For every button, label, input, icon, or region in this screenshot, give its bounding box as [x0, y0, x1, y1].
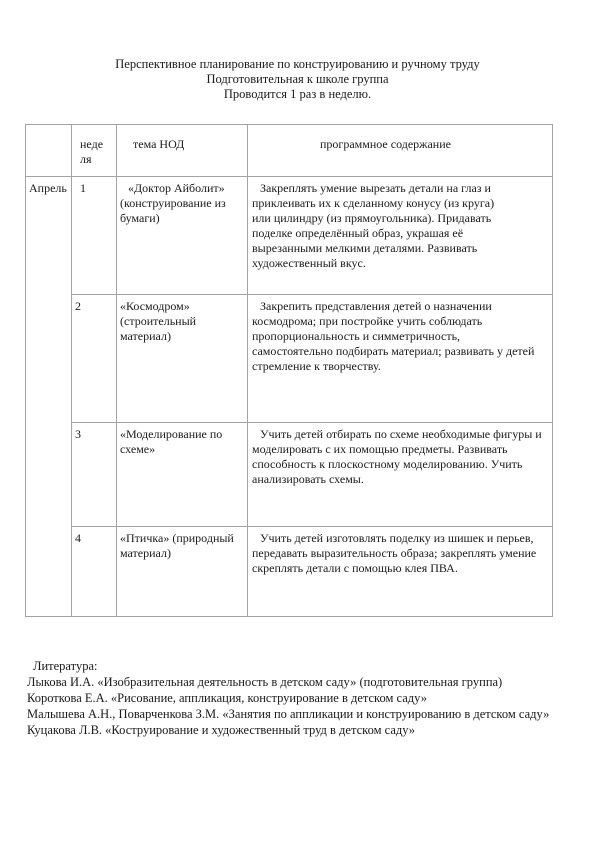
header-content: программное содержание: [320, 137, 451, 151]
topic-cell: [117, 527, 248, 617]
literature-item: Куцакова Л.В. «Коструирование и художественный труд в детском саду»: [27, 723, 416, 737]
topic-cell: [117, 295, 248, 423]
table-header-row: [26, 125, 553, 177]
table-row: [26, 177, 553, 295]
topic-text: «Доктор Айболит» (конструирование из бумаги): [120, 181, 226, 225]
week-number: 3: [75, 427, 81, 441]
content-text: Закрепить представления детей о назначении космодрома; при постройке учить соблюдать пропорциональность и симметричность, самостоятельно подбирать материал; развивать у детей стремление к творчеству.: [252, 299, 535, 373]
table-row: [26, 295, 553, 423]
content-text: Закреплять умение вырезать детали на глаз и приклеивать их к сделанному конусу (из круга) или цилиндру (из прямоугольника). Придавать поделке определённый образ, украшая её вырезанными мелкими деталями. Развивать художественный вкус.: [252, 181, 495, 270]
literature-item: Короткова Е.А. «Рисование, аппликация, конструирование в детском саду»: [27, 691, 427, 705]
content-text: Учить детей изготовлять поделку из шишек и перьев, передавать выразительность образа; закреплять умение скреплять детали с помощью клея ПВА.: [252, 531, 537, 575]
month-label: Апрель: [29, 181, 67, 195]
literature-section: [27, 658, 572, 738]
topic-cell: [117, 423, 248, 527]
week-number: 1: [80, 181, 86, 195]
literature-heading: Литература:: [33, 659, 98, 673]
topic-text: «Моделирование по схеме»: [120, 427, 223, 456]
week-cell: [72, 423, 117, 527]
header-week-cell: [72, 125, 117, 177]
week-number: 4: [75, 531, 81, 545]
title-line-2: Подготовительная к школе группа: [206, 72, 389, 86]
topic-text: «Космодром» (строительный материал): [120, 299, 197, 343]
header-topic: тема НОД: [133, 137, 185, 151]
table-row: [26, 527, 553, 617]
title-line-3: Проводится 1 раз в неделю.: [223, 87, 372, 101]
topic-cell: [117, 177, 248, 295]
content-cell: [248, 527, 553, 617]
header-week: неде ля: [80, 137, 104, 166]
content-cell: [248, 177, 553, 295]
week-number: 2: [75, 299, 81, 313]
document-title: [0, 57, 595, 102]
topic-text: «Птичка» (природный материал): [120, 531, 234, 560]
header-content-cell: [248, 125, 553, 177]
header-topic-cell: [117, 125, 248, 177]
header-month-cell: [26, 125, 72, 177]
table-row: [26, 423, 553, 527]
title-line-1: Перспективное планирование по конструированию и ручному труду: [115, 57, 480, 71]
content-cell: [248, 423, 553, 527]
month-cell: [26, 177, 72, 617]
week-cell: [72, 295, 117, 423]
week-cell: [72, 177, 117, 295]
planning-table: [25, 124, 553, 617]
literature-item: Малышева А.Н., Поварченкова З.М. «Занятия по аппликации и конструированию в детском саду»: [27, 707, 550, 721]
content-cell: [248, 295, 553, 423]
content-text: Учить детей отбирать по схеме необходимые фигуры и моделировать с их помощью предметы. Развивать способность к плоскостному моделированию. Учить анализировать схемы.: [252, 427, 542, 486]
literature-item: Лыкова И.А. «Изобразительная деятельность в детском саду» (подготовительная группа): [27, 675, 503, 689]
week-cell: [72, 527, 117, 617]
